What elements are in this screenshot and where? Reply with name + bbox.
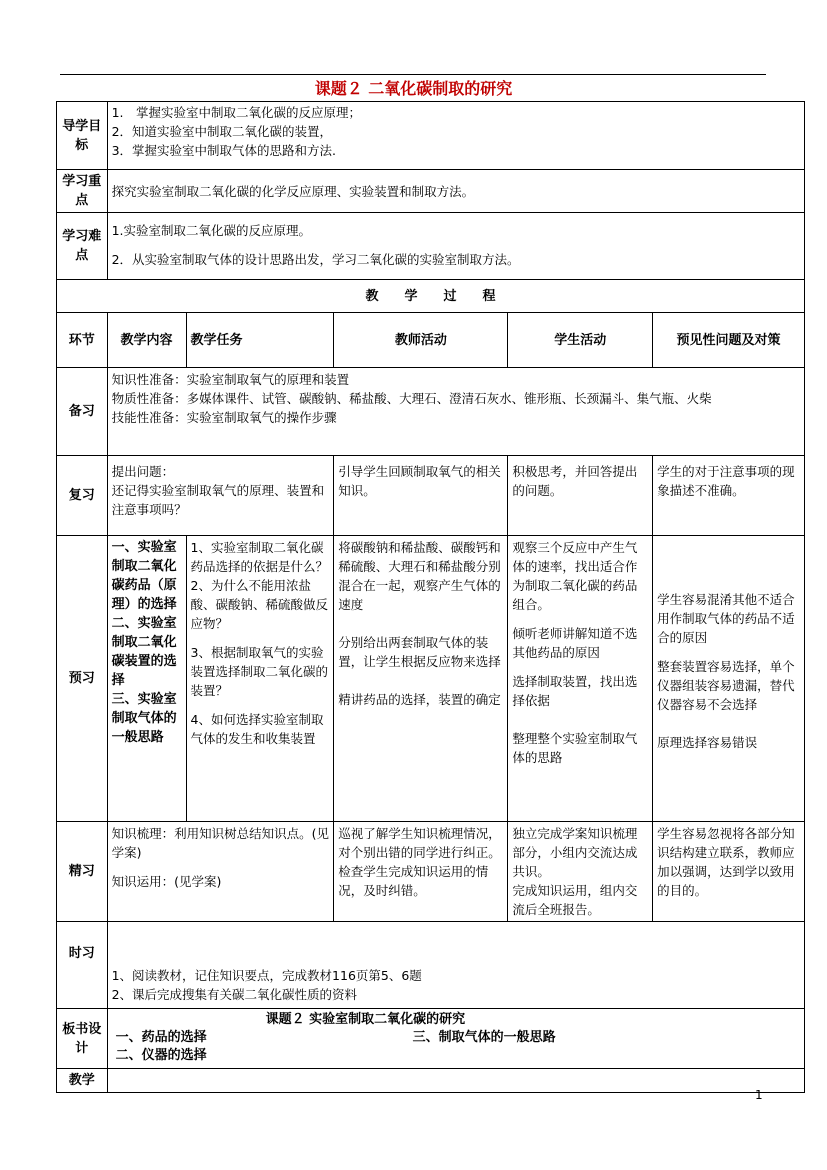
fuxi-student: 积极思考，并回答提出的问题。	[508, 456, 653, 536]
fuxi-teacher: 引导学生回顾制取氧气的相关知识。	[334, 456, 508, 536]
yuxi-task: 3、根据制取氧气的实验装置选择制取二氧化碳的装置？	[190, 645, 329, 698]
process-title-row	[57, 280, 805, 313]
yuxi-content	[107, 536, 186, 822]
jingxi-teacher-item: 巡视了解学生知识梳理情况，对个别出错的同学进行纠正。	[338, 826, 501, 860]
jiaoxue-row	[57, 1069, 805, 1093]
yuxi-tasks	[186, 536, 334, 822]
goal-item: 2．知道实验室中制取二氧化碳的装置，	[111, 124, 333, 139]
yuxi-student	[508, 536, 653, 822]
jiaoxue-label: 教学	[57, 1069, 108, 1093]
header-issues: 预见性问题及对策	[653, 313, 805, 368]
banshu-left-item: 二、仪器的选择	[115, 1048, 207, 1063]
goal-item: 3．掌握实验室中制取气体的思路和方法.	[111, 143, 337, 158]
header-rule	[60, 74, 766, 75]
yuxi-issue: 学生容易混淆其他不适合用作制取气体的药品不适合的原因	[657, 592, 795, 645]
yuxi-student-item: 倾听老师讲解知道不选其他药品的原因	[512, 626, 638, 660]
yuxi-row	[57, 536, 805, 822]
header-content: 教学内容	[107, 313, 186, 368]
jingxi-issues: 学生容易忽视将各部分知识结构建立联系，教师应加以强调，达到学以致用的目的。	[653, 822, 805, 922]
jingxi-student-item: 独立完成学案知识梳理部分，小组内交流达成共识。	[512, 826, 638, 879]
yuxi-teacher	[334, 536, 508, 822]
page-number: 1	[755, 1088, 763, 1102]
difficulties-row	[57, 213, 805, 280]
header-stage: 环节	[57, 313, 108, 368]
process-title: 教 学 过 程	[57, 280, 805, 313]
fuxi-content	[107, 456, 334, 536]
yuxi-content-item: 一、实验室制取二氧化碳药品（原理）的选择	[111, 540, 177, 612]
jingxi-teacher-item: 检查学生完成知识运用的情况，及时纠错。	[338, 864, 489, 898]
jingxi-content-line: 知识运用：(见学案)	[111, 874, 222, 889]
yuxi-student-item: 观察三个反应中产生气体的速率，找出适合作为制取二氧化碳的药品组合。	[512, 540, 638, 612]
yuxi-teacher-item: 将碳酸钠和稀盐酸、碳酸钙和稀硫酸、大理石和稀盐酸分别混合在一起，观察产生气体的速度	[338, 540, 501, 612]
yuxi-label: 预习	[57, 536, 108, 822]
banshu-title: 课题２ 实验室制取二氧化碳的研究	[265, 1012, 466, 1027]
yuxi-issue: 原理选择容易错误	[657, 735, 758, 750]
goals-row	[57, 102, 805, 170]
yuxi-content-item: 二、实验室制取二氧化碳装置的选择	[111, 616, 177, 688]
jiaoxue-content	[107, 1069, 804, 1093]
key-points-text: 探究实验室制取二氧化碳的化学反应原理、实验装置和制取方法。	[107, 170, 804, 213]
difficulty-item: 1.实验室制取二氧化碳的反应原理。	[111, 223, 312, 238]
jingxi-label: 精习	[57, 822, 108, 922]
yuxi-task: 2、为什么不能用浓盐酸、碳酸钠、稀硫酸做反应物？	[190, 578, 329, 631]
shixi-item: 2、课后完成搜集有关碳二氧化碳性质的资料	[111, 987, 358, 1002]
yuxi-teacher-item: 分别给出两套制取气体的装置，让学生根据反应物来选择	[338, 635, 501, 669]
yuxi-student-item: 整理整个实验室制取气体的思路	[512, 731, 638, 765]
banshu-left-item: 一、药品的选择	[115, 1030, 207, 1045]
banshu-content	[107, 1009, 804, 1069]
header-row	[57, 313, 805, 368]
beixi-content	[107, 368, 804, 456]
shixi-content	[107, 922, 804, 1009]
shixi-row	[57, 922, 805, 1009]
page-title: 课题２ 二氧化碳制取的研究	[314, 79, 513, 98]
goals-label: 导学目标	[57, 102, 108, 170]
lesson-plan-table	[56, 101, 805, 1093]
jingxi-student	[508, 822, 653, 922]
difficulties-content	[107, 213, 804, 280]
fuxi-label: 复习	[57, 456, 108, 536]
fuxi-content-line: 提出问题：	[111, 464, 175, 479]
goal-item: 1. 掌握实验室中制取二氧化碳的反应原理；	[111, 105, 362, 120]
jingxi-teacher	[334, 822, 508, 922]
fuxi-row	[57, 456, 805, 536]
yuxi-content-item: 三、实验室制取气体的一般思路	[111, 692, 177, 745]
jingxi-student-item: 完成知识运用，组内交流后全班报告。	[512, 883, 638, 917]
banshu-right-item: 三、制取气体的一般思路	[412, 1030, 556, 1045]
difficulties-label: 学习难点	[57, 213, 108, 280]
goals-content	[107, 102, 804, 170]
difficulty-item: 2．从实验室制取气体的设计思路出发，学习二氧化碳的实验室制取方法。	[111, 252, 520, 267]
jingxi-content-line: 知识梳理：利用知识树总结知识点。(见学案)	[111, 826, 329, 860]
beixi-line: 技能性准备：实验室制取氧气的操作步骤	[111, 410, 337, 425]
yuxi-task: 4、如何选择实验室制取气体的发生和收集装置	[190, 712, 324, 746]
key-points-row	[57, 170, 805, 213]
beixi-row	[57, 368, 805, 456]
jingxi-row	[57, 822, 805, 922]
shixi-item: 1、阅读教材，记住知识要点，完成教材116页第5、6题	[111, 968, 422, 983]
beixi-line: 物质性准备：多媒体课件、试管、碳酸钠、稀盐酸、大理石、澄清石灰水、锥形瓶、长颈漏斗、集气瓶、火柴	[111, 391, 712, 406]
yuxi-issues	[653, 536, 805, 822]
banshu-label: 板书设计	[57, 1009, 108, 1069]
key-points-label: 学习重点	[57, 170, 108, 213]
yuxi-task: 1、实验室制取二氧化碳药品选择的依据是什么？	[190, 540, 329, 574]
beixi-label: 备习	[57, 368, 108, 456]
shixi-label: 时习	[57, 922, 108, 1009]
fuxi-content-line: 还记得实验室制取氧气的原理、装置和注意事项吗？	[111, 483, 325, 517]
yuxi-teacher-item: 精讲药品的选择，装置的确定	[338, 692, 501, 707]
yuxi-issue: 整套装置容易选择，单个仪器组装容易遗漏，替代仪器容易不会选择	[657, 659, 795, 712]
fuxi-issues: 学生的对于注意事项的现象描述不准确。	[653, 456, 805, 536]
header-task: 教学任务	[186, 313, 334, 368]
header-student: 学生活动	[508, 313, 653, 368]
header-teacher: 教师活动	[334, 313, 508, 368]
banshu-row	[57, 1009, 805, 1069]
jingxi-content	[107, 822, 334, 922]
yuxi-student-item: 选择制取装置，找出选择依据	[512, 674, 638, 708]
beixi-line: 知识性准备：实验室制取氧气的原理和装置	[111, 372, 350, 387]
